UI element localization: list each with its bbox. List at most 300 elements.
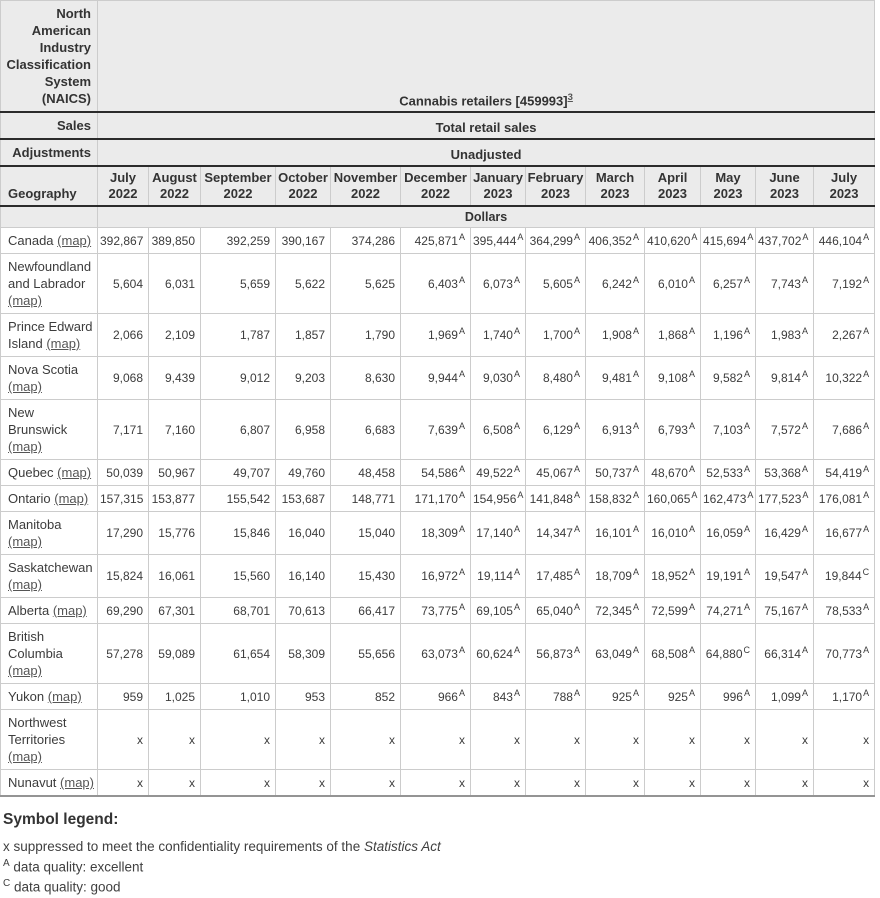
value-cell: $19,114^A$: [471, 555, 526, 598]
value-cell: $6,508^A$: [471, 400, 526, 460]
value-cell: $925^A$: [586, 684, 645, 710]
unit-row: [1, 206, 875, 228]
quality-flag: A: [573, 524, 580, 534]
value-cell: $177,523^A$: [756, 486, 814, 512]
column-header: March 2023: [586, 166, 645, 206]
value-cell: $996^A$: [701, 684, 756, 710]
value-cell: $72,599^A$: [645, 598, 701, 624]
map-link[interactable]: (map): [8, 379, 42, 394]
legend-item: x suppressed to meet the confidentiality requirements of the Statistics Act: [3, 839, 441, 854]
quality-flag: A: [458, 420, 465, 431]
value-cell: 9,439: [149, 357, 201, 400]
legend-item: $^C$ data quality: good: [3, 878, 121, 895]
value-cell: 1,025: [149, 684, 201, 710]
row-label: Yukon (map): [1, 684, 98, 710]
value-cell: 5,622: [276, 254, 331, 314]
quality-flag: A: [863, 644, 870, 655]
value-cell: $141,848^A$: [526, 486, 586, 512]
quality-flag: A: [458, 601, 465, 612]
value-cell: $78,533^A$: [814, 598, 875, 624]
value-cell: $65,040^A$: [526, 598, 586, 624]
value-cell: $73,775^A$: [401, 598, 471, 624]
quality-flag: A: [632, 420, 639, 431]
quality-flag: A: [632, 687, 639, 698]
quality-flag: A: [863, 463, 870, 474]
quality-flag: A: [632, 601, 639, 612]
quality-flag: A: [743, 274, 750, 285]
value-cell: $70,773^A$: [814, 624, 875, 684]
value-cell: $788^A$: [526, 684, 586, 710]
quality-flag: A: [801, 644, 808, 655]
quality-flag: A: [743, 567, 750, 577]
table-row: [1, 400, 875, 460]
value-cell: $7,639^A$: [401, 400, 471, 460]
quality-flag: A: [801, 326, 808, 336]
map-link[interactable]: (map): [52, 603, 87, 618]
quality-flag: A: [863, 601, 870, 612]
value-cell: $171,170^A$: [401, 486, 471, 512]
column-header: January 2023: [471, 166, 526, 206]
quality-flag: A: [801, 420, 808, 431]
column-header-row: [1, 166, 875, 206]
quality-flag: A: [458, 463, 465, 474]
value-cell: 70,613: [276, 598, 331, 624]
quality-flag: A: [573, 567, 580, 577]
value-cell: $154,956^A$: [471, 486, 526, 512]
quality-flag: A: [743, 687, 750, 698]
value-cell: 49,707: [201, 460, 276, 486]
value-cell: $60,624^A$: [471, 624, 526, 684]
quality-flag: A: [513, 274, 520, 285]
map-link[interactable]: (map): [8, 749, 42, 764]
value-cell: $63,073^A$: [401, 624, 471, 684]
value-cell: $48,670^A$: [645, 460, 701, 486]
quality-flag: A: [688, 567, 695, 577]
quality-flag: A: [743, 463, 750, 474]
quality-flag: A: [691, 231, 698, 242]
table-row: [1, 357, 875, 400]
value-cell: $406,352^A$: [586, 228, 645, 254]
quality-flag: A: [517, 489, 524, 500]
quality-flag: A: [743, 420, 750, 431]
value-cell: $16,972^A$: [401, 555, 471, 598]
value-cell: 5,659: [201, 254, 276, 314]
value-cell: 5,604: [98, 254, 149, 314]
quality-flag: A: [688, 274, 695, 285]
value-cell: x: [401, 710, 471, 770]
value-cell: $6,793^A$: [645, 400, 701, 460]
map-link[interactable]: (map): [60, 775, 94, 790]
quality-flag: A: [573, 274, 580, 285]
value-cell: x: [331, 770, 401, 797]
map-link[interactable]: (map): [8, 577, 42, 592]
value-cell: $6,073^A$: [471, 254, 526, 314]
value-cell: $50,737^A$: [586, 460, 645, 486]
row-label: New Brunswick (map): [1, 400, 98, 460]
value-cell: x: [756, 770, 814, 797]
value-cell: $9,030^A$: [471, 357, 526, 400]
sales-label: Sales: [1, 112, 98, 139]
row-label: Alberta (map): [1, 598, 98, 624]
adjustments-value: Unadjusted: [98, 139, 875, 166]
quality-flag: A: [632, 369, 639, 379]
value-cell: 5,625: [331, 254, 401, 314]
value-cell: 15,824: [98, 555, 149, 598]
value-cell: 55,656: [331, 624, 401, 684]
value-cell: 392,867: [98, 228, 149, 254]
value-cell: x: [814, 770, 875, 797]
column-header: July 2022: [98, 166, 149, 206]
value-cell: 15,040: [331, 512, 401, 555]
value-cell: 49,760: [276, 460, 331, 486]
value-cell: 1,010: [201, 684, 276, 710]
value-cell: 9,203: [276, 357, 331, 400]
value-cell: 148,771: [331, 486, 401, 512]
value-cell: 6,958: [276, 400, 331, 460]
quality-flag: A: [573, 231, 580, 242]
table-row: [1, 598, 875, 624]
quality-flag: A: [458, 524, 465, 534]
value-cell: $925^A$: [645, 684, 701, 710]
value-cell: 61,654: [201, 624, 276, 684]
value-cell: $415,694^A$: [701, 228, 756, 254]
value-cell: 57,278: [98, 624, 149, 684]
map-link[interactable]: (map): [54, 491, 89, 506]
value-cell: $2,267^A$: [814, 314, 875, 357]
value-cell: $18,709^A$: [586, 555, 645, 598]
column-header: December 2022: [401, 166, 471, 206]
value-cell: $14,347^A$: [526, 512, 586, 555]
value-cell: 374,286: [331, 228, 401, 254]
column-header: October 2022: [276, 166, 331, 206]
value-cell: 153,877: [149, 486, 201, 512]
value-cell: $10,322^A$: [814, 357, 875, 400]
quality-flag: A: [863, 687, 870, 698]
value-cell: 155,542: [201, 486, 276, 512]
row-label: Newfoundland and Labrador (map): [1, 254, 98, 314]
quality-flag: A: [801, 463, 808, 474]
quality-flag: A: [458, 567, 465, 577]
value-cell: 15,846: [201, 512, 276, 555]
quality-flag: A: [691, 489, 698, 500]
value-cell: 50,039: [98, 460, 149, 486]
row-label: British Columbia (map): [1, 624, 98, 684]
quality-flag: A: [632, 274, 639, 285]
table-row: [1, 314, 875, 357]
value-cell: $66,314^A$: [756, 624, 814, 684]
value-cell: 1,790: [331, 314, 401, 357]
value-cell: $7,686^A$: [814, 400, 875, 460]
quality-flag: A: [632, 231, 639, 242]
value-cell: $6,913^A$: [586, 400, 645, 460]
value-cell: $446,104^A$: [814, 228, 875, 254]
table-row: [1, 684, 875, 710]
quality-flag: A: [632, 644, 639, 655]
column-header: July 2023: [814, 166, 875, 206]
row-label: Canada (map): [1, 228, 98, 254]
value-cell: 69,290: [98, 598, 149, 624]
value-cell: 953: [276, 684, 331, 710]
table-row: [1, 710, 875, 770]
value-cell: x: [471, 770, 526, 797]
value-cell: 17,290: [98, 512, 149, 555]
value-cell: $19,844^C$: [814, 555, 875, 598]
value-cell: 1,857: [276, 314, 331, 357]
value-cell: $162,473^A$: [701, 486, 756, 512]
value-cell: $158,832^A$: [586, 486, 645, 512]
quality-flag: C: [743, 644, 750, 655]
adjustments-header-row: [1, 139, 875, 166]
value-cell: x: [756, 710, 814, 770]
value-cell: $17,140^A$: [471, 512, 526, 555]
quality-flag: A: [801, 274, 808, 285]
quality-flag: A: [801, 687, 808, 698]
quality-flag: A: [688, 601, 695, 612]
row-label: Nunavut (map): [1, 770, 98, 797]
value-cell: x: [586, 710, 645, 770]
value-cell: 9,068: [98, 357, 149, 400]
value-cell: $843^A$: [471, 684, 526, 710]
quality-flag: A: [632, 489, 639, 500]
quality-flag: A: [863, 420, 870, 431]
row-label: Northwest Territories (map): [1, 710, 98, 770]
value-cell: $54,586^A$: [401, 460, 471, 486]
map-link[interactable]: (map): [47, 689, 82, 704]
value-cell: x: [149, 710, 201, 770]
value-cell: 959: [98, 684, 149, 710]
value-cell: x: [814, 710, 875, 770]
value-cell: $74,271^A$: [701, 598, 756, 624]
quality-flag: A: [513, 601, 520, 612]
quality-flag: A: [801, 369, 808, 379]
value-cell: $56,873^A$: [526, 624, 586, 684]
value-cell: $6,129^A$: [526, 400, 586, 460]
map-link[interactable]: (map): [8, 534, 42, 549]
value-cell: x: [276, 770, 331, 797]
value-cell: $54,419^A$: [814, 460, 875, 486]
value-cell: $364,299^A$: [526, 228, 586, 254]
value-cell: 157,315: [98, 486, 149, 512]
column-header: September 2022: [201, 166, 276, 206]
row-label: Prince Edward Island (map): [1, 314, 98, 357]
value-cell: x: [586, 770, 645, 797]
map-link[interactable]: (map): [8, 293, 42, 308]
quality-flag: A: [688, 369, 695, 379]
value-cell: $1,700^A$: [526, 314, 586, 357]
value-cell: $7,192^A$: [814, 254, 875, 314]
column-header: May 2023: [701, 166, 756, 206]
value-cell: x: [645, 710, 701, 770]
value-cell: 66,417: [331, 598, 401, 624]
quality-flag: A: [632, 524, 639, 534]
value-cell: $53,368^A$: [756, 460, 814, 486]
value-cell: $6,010^A$: [645, 254, 701, 314]
value-cell: 16,040: [276, 512, 331, 555]
value-cell: $7,103^A$: [701, 400, 756, 460]
value-cell: 58,309: [276, 624, 331, 684]
value-cell: 16,140: [276, 555, 331, 598]
value-cell: $1,868^A$: [645, 314, 701, 357]
quality-flag: A: [743, 601, 750, 612]
table-row: [1, 460, 875, 486]
value-cell: 16,061: [149, 555, 201, 598]
value-cell: $1,969^A$: [401, 314, 471, 357]
unit-stub: [1, 206, 98, 228]
value-cell: 8,630: [331, 357, 401, 400]
geography-header: Geography: [1, 166, 98, 206]
quality-flag: C: [862, 567, 870, 577]
value-cell: $6,242^A$: [586, 254, 645, 314]
quality-flag: A: [747, 489, 754, 500]
quality-flag: A: [458, 231, 465, 242]
map-link[interactable]: (map): [57, 233, 92, 248]
quality-flag: A: [513, 567, 520, 577]
sales-value: Total retail sales: [98, 112, 875, 139]
legend-marker: A: [3, 857, 10, 869]
value-cell: $19,547^A$: [756, 555, 814, 598]
map-link[interactable]: (map): [57, 465, 92, 480]
quality-flag: A: [688, 420, 695, 431]
legend-marker: C: [3, 878, 11, 890]
adjustments-label: Adjustments: [1, 139, 98, 166]
legend-item: $^A$ data quality: excellent: [3, 857, 144, 875]
value-cell: $1,983^A$: [756, 314, 814, 357]
map-link[interactable]: (map): [8, 663, 42, 678]
quality-flag: A: [801, 601, 808, 612]
value-cell: 6,031: [149, 254, 201, 314]
value-cell: 6,807: [201, 400, 276, 460]
quality-flag: A: [458, 489, 465, 500]
value-cell: 6,683: [331, 400, 401, 460]
quality-flag: A: [801, 524, 808, 534]
map-link[interactable]: (map): [8, 439, 42, 454]
value-cell: 2,066: [98, 314, 149, 357]
quality-flag: A: [747, 231, 754, 242]
value-cell: $9,481^A$: [586, 357, 645, 400]
quality-flag: A: [513, 524, 520, 534]
value-cell: $9,582^A$: [701, 357, 756, 400]
naics-value-cell: [98, 1, 875, 113]
quality-flag: A: [863, 524, 870, 534]
value-cell: x: [526, 710, 586, 770]
value-cell: $1,740^A$: [471, 314, 526, 357]
value-cell: 1,787: [201, 314, 276, 357]
value-cell: 390,167: [276, 228, 331, 254]
value-cell: x: [201, 770, 276, 797]
value-cell: x: [701, 770, 756, 797]
column-header: June 2023: [756, 166, 814, 206]
quality-flag: A: [743, 524, 750, 534]
naics-value: Cannabis retailers [459993]: [399, 93, 568, 108]
value-cell: x: [276, 710, 331, 770]
value-cell: $49,522^A$: [471, 460, 526, 486]
value-cell: 2,109: [149, 314, 201, 357]
quality-flag: A: [743, 326, 750, 336]
value-cell: x: [331, 710, 401, 770]
quality-flag: A: [573, 326, 580, 336]
table-row: [1, 624, 875, 684]
value-cell: $160,065^A$: [645, 486, 701, 512]
value-cell: 59,089: [149, 624, 201, 684]
value-cell: x: [149, 770, 201, 797]
value-cell: x: [645, 770, 701, 797]
value-cell: $7,572^A$: [756, 400, 814, 460]
value-cell: 153,687: [276, 486, 331, 512]
quality-flag: A: [863, 274, 870, 285]
value-cell: $72,345^A$: [586, 598, 645, 624]
value-cell: $18,309^A$: [401, 512, 471, 555]
footnote-3-link[interactable]: 3: [567, 91, 573, 103]
quality-flag: A: [802, 489, 809, 500]
quality-flag: A: [513, 369, 520, 379]
quality-flag: A: [513, 463, 520, 474]
quality-flag: A: [513, 326, 520, 336]
value-cell: $8,480^A$: [526, 357, 586, 400]
quality-flag: A: [573, 420, 580, 431]
value-cell: $395,444^A$: [471, 228, 526, 254]
value-cell: 852: [331, 684, 401, 710]
value-cell: $176,081^A$: [814, 486, 875, 512]
value-cell: $9,814^A$: [756, 357, 814, 400]
column-header: August 2022: [149, 166, 201, 206]
quality-flag: A: [458, 274, 465, 285]
value-cell: $45,067^A$: [526, 460, 586, 486]
value-cell: $18,952^A$: [645, 555, 701, 598]
table-row: [1, 486, 875, 512]
value-cell: x: [98, 770, 149, 797]
quality-flag: A: [517, 231, 524, 242]
table-row: [1, 770, 875, 797]
value-cell: $437,702^A$: [756, 228, 814, 254]
quality-flag: A: [743, 369, 750, 379]
legend-marker: x: [3, 839, 10, 854]
quality-flag: A: [513, 687, 520, 698]
sales-header-row: [1, 112, 875, 139]
table-row: [1, 254, 875, 314]
value-cell: $64,880^C$: [701, 624, 756, 684]
value-cell: x: [401, 770, 471, 797]
value-cell: $17,485^A$: [526, 555, 586, 598]
quality-flag: A: [863, 231, 870, 242]
quality-flag: A: [863, 369, 870, 379]
quality-flag: A: [573, 687, 580, 698]
value-cell: $16,010^A$: [645, 512, 701, 555]
legend-heading: Symbol legend:: [3, 811, 119, 828]
legend-italic-text: Statistics Act: [363, 839, 441, 854]
row-label: Manitoba (map): [1, 512, 98, 555]
value-cell: 68,701: [201, 598, 276, 624]
value-cell: $19,191^A$: [701, 555, 756, 598]
value-cell: 15,560: [201, 555, 276, 598]
value-cell: $6,403^A$: [401, 254, 471, 314]
quality-flag: A: [573, 601, 580, 612]
value-cell: $425,871^A$: [401, 228, 471, 254]
quality-flag: A: [458, 687, 465, 698]
value-cell: x: [201, 710, 276, 770]
value-cell: $1,908^A$: [586, 314, 645, 357]
quality-flag: A: [632, 326, 639, 336]
value-cell: $5,605^A$: [526, 254, 586, 314]
row-label: Saskatchewan (map): [1, 555, 98, 598]
value-cell: 9,012: [201, 357, 276, 400]
row-label: Quebec (map): [1, 460, 98, 486]
value-cell: $16,677^A$: [814, 512, 875, 555]
table-row: [1, 512, 875, 555]
map-link[interactable]: (map): [46, 336, 81, 351]
quality-flag: A: [458, 369, 465, 379]
column-header: April 2023: [645, 166, 701, 206]
value-cell: $16,429^A$: [756, 512, 814, 555]
